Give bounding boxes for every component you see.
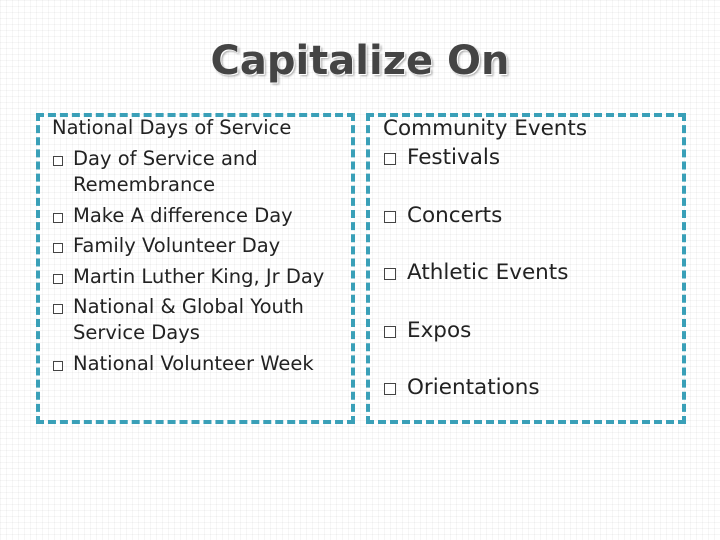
list-item bbox=[383, 316, 673, 346]
list-item bbox=[52, 233, 352, 259]
list-item bbox=[383, 201, 673, 231]
square-bullet-icon bbox=[53, 274, 63, 284]
national-days-list bbox=[52, 146, 352, 381]
list-item-label: Festivals bbox=[407, 145, 501, 170]
list-item-label: National & Global Youth Service Days bbox=[73, 295, 304, 344]
list-item bbox=[52, 203, 352, 229]
list-item-label: Martin Luther King, Jr Day bbox=[73, 264, 325, 288]
square-bullet-icon bbox=[53, 243, 63, 253]
slide-title: Capitalize On bbox=[210, 38, 510, 84]
square-bullet-icon bbox=[53, 361, 63, 371]
community-events-list bbox=[383, 143, 673, 431]
list-item-label: Orientations bbox=[407, 375, 540, 400]
square-bullet-icon bbox=[384, 268, 396, 280]
square-bullet-icon bbox=[53, 213, 63, 223]
list-item bbox=[383, 373, 673, 403]
list-item-label: Day of Service and Remembrance bbox=[73, 147, 258, 196]
list-item-label: National Volunteer Week bbox=[73, 351, 314, 375]
list-item-label: Family Volunteer Day bbox=[73, 234, 281, 257]
square-bullet-icon bbox=[384, 153, 396, 165]
list-item bbox=[52, 351, 352, 377]
list-item bbox=[383, 258, 673, 288]
list-item bbox=[52, 294, 352, 346]
list-item-label: Concerts bbox=[407, 202, 503, 228]
list-item bbox=[52, 264, 352, 290]
square-bullet-icon bbox=[53, 156, 63, 166]
list-item-label: Make A difference Day bbox=[73, 203, 293, 227]
square-bullet-icon bbox=[53, 304, 63, 314]
list-item-label: Expos bbox=[407, 317, 472, 343]
national-days-heading: National Days of Service bbox=[52, 116, 292, 139]
square-bullet-icon bbox=[384, 326, 396, 338]
square-bullet-icon bbox=[384, 211, 396, 223]
list-item bbox=[383, 143, 673, 173]
list-item-label: Athletic Events bbox=[407, 260, 569, 285]
square-bullet-icon bbox=[384, 383, 396, 395]
list-item bbox=[52, 146, 352, 198]
community-events-heading: Community Events bbox=[383, 116, 588, 141]
